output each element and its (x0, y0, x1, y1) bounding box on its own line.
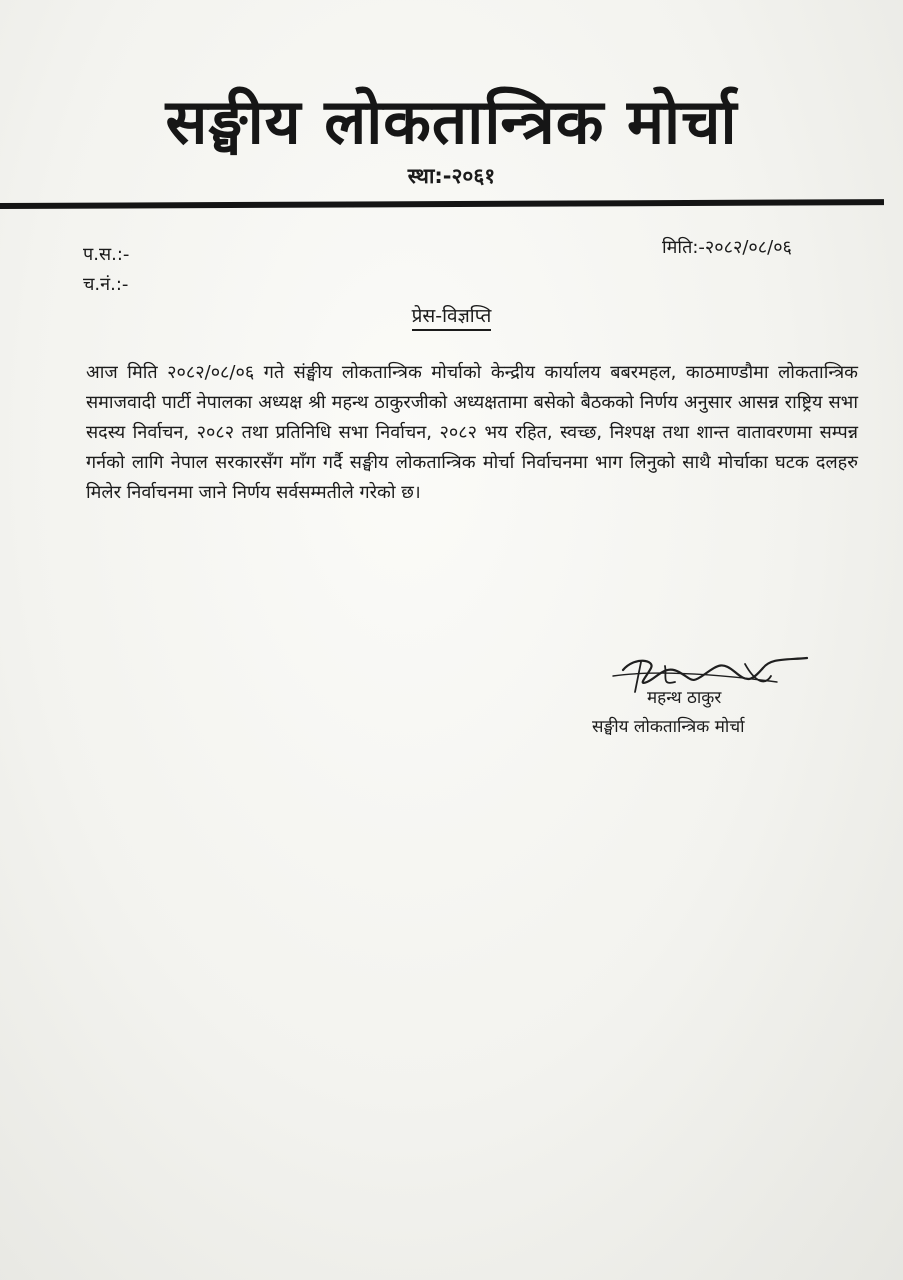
organization-title: सङ्घीय लोकतान्त्रिक मोर्चा (165, 85, 738, 158)
notice-body: आज मिति २०८२/०८/०६ गते संङ्घीय लोकतान्त्रिक मोर्चाको केन्द्रीय कार्यालय बबरमहल, काठमाण्डौमा लोकतान्त्रिक समाजवादी पार्टी नेपालका अध्यक्ष श्री महन्थ ठाकुरजीको अध्यक्षतामा बसेको बैठकको निर्णय अनुसार आसन्न राष्ट्रिय सभा सदस्य निर्वाचन, २०८२ तथा प्रतिनिधि सभा निर्वाचन, २०८२ भय रहित, स्वच्छ, निश्पक्ष तथा शान्त वातावरणमा सम्पन्न गर्नको लागि नेपाल सरकारसँग माँग गर्दै सङ्घीय लोकतान्त्रिक मोर्चा निर्वाचनमा भाग लिनुको साथै मोर्चाका घटक दलहरु मिलेर निर्वाचनमा जाने निर्णय सर्वसम्मतीले गरेको छ। (86, 362, 858, 503)
signatory-organization: सङ्घीय लोकतान्त्रिक मोर्चा (592, 717, 745, 737)
document-date: मिति:-२०८२/०८/०६ (662, 237, 792, 258)
established-year: स्था:-२०६१ (407, 164, 496, 188)
notice-heading-text: प्रेस-विज्ञप्ति (412, 305, 492, 331)
reference-block (83, 240, 129, 300)
signature-block (585, 652, 810, 747)
signatory-name: महन्थ ठाकुर (647, 688, 722, 708)
reference-number: प.स.:- (83, 244, 130, 265)
header-divider (0, 199, 884, 209)
dispatch-number: च.नं.:- (83, 274, 129, 295)
notice-heading (0, 302, 903, 328)
